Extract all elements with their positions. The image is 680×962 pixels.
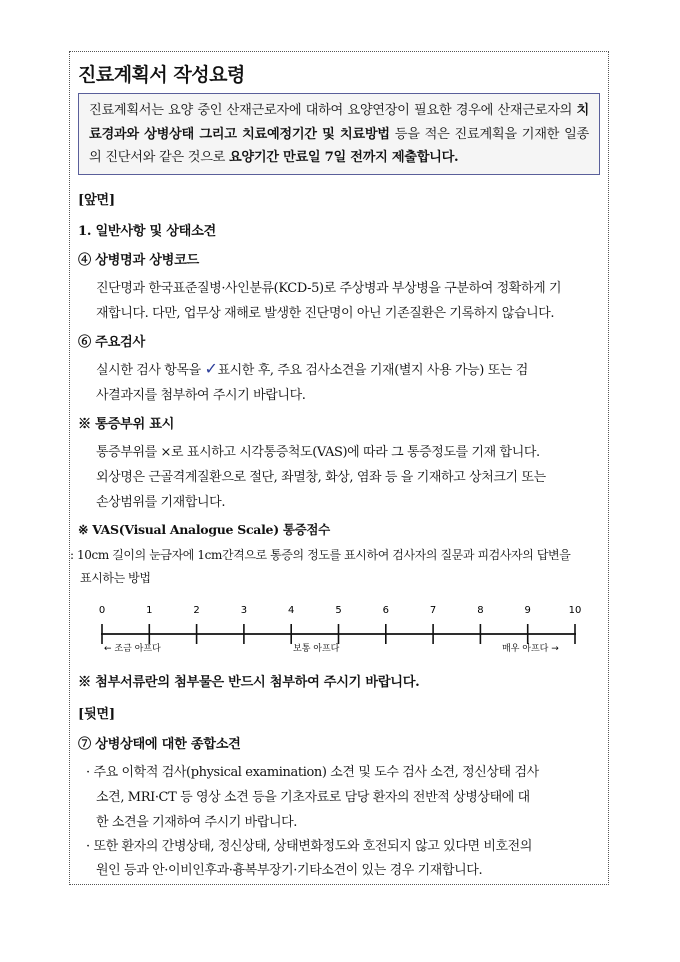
vas-label-low: ← 조금 아프다 <box>104 644 161 654</box>
item-7-heading: ⑦ 상병상태에 대한 종합소견 <box>78 737 241 752</box>
page-title: 진료계획서 작성요령 <box>78 64 245 86</box>
vas-line-2: 표시하는 방법 <box>80 571 151 585</box>
summary-bold-1: 치료경과와 상병상태 그리고 치료예정기간 및 치료방법 <box>89 103 589 142</box>
vas-tick-label-3: 3 <box>240 605 248 616</box>
item-4-heading: ④ 상병명과 상병코드 <box>78 253 199 268</box>
item-7-bullet-1-line-1: · 주요 이학적 검사(physical examination) 소견 및 도수 검사 소견, 정신상태 검사 <box>86 765 539 780</box>
item-7-bullet-1-line-3: 한 소견을 기재하여 주시기 바랍니다. <box>96 815 298 830</box>
item-6-text-post: 표시한 후, 주요 검사소견을 기재(별지 사용 가능) 또는 검 <box>217 363 528 378</box>
summary-text-2: 등을 적은 진료계획을 기재한 일종의 진단서와 같은 것으로 <box>89 126 589 165</box>
vas-line-1: : 10cm 길이의 눈금자에 1cm간격으로 통증의 정도를 표시하여 검사자의 질문과 피검사자의 답변을 <box>70 548 571 562</box>
item-7-bullet-2-line-1: · 또한 환자의 간병상태, 정신상태, 상태변화정도와 호전되지 않고 있다면 비호전의 <box>86 839 533 854</box>
item-6-text-pre: 실시한 검사 항목을 <box>96 363 205 378</box>
vas-heading: ※ VAS(Visual Analogue Scale) 통증점수 <box>78 522 330 537</box>
pain-line-1: 통증부위를 ×로 표시하고 시각통증척도(VAS)에 따라 그 통증정도를 기재 합니다. <box>96 445 540 460</box>
vas-tick-label-5: 5 <box>335 605 342 616</box>
pain-heading: ※ 통증부위 표시 <box>78 417 175 432</box>
vas-label-mid: 보통 아프다 <box>293 644 340 654</box>
vas-tick-label-0: 0 <box>98 605 106 616</box>
summary-text-1: 진료계획서는 요양 중인 산재근로자에 대하여 요양연장이 필요한 경우에 산재근로자의 <box>89 103 577 118</box>
summary-box <box>78 93 600 175</box>
checkmark-icon: ✓ <box>204 359 218 378</box>
vas-tick-label-2: 2 <box>193 605 200 616</box>
vas-label-high: 매우 아프다 → <box>502 644 559 654</box>
front-label: [앞면] <box>78 193 115 208</box>
vas-scale <box>90 598 590 658</box>
item-7-bullet-1-line-2: 소견, MRI·CT 등 영상 소견 등을 기초자료로 담당 환자의 전반적 상병상태에 대 <box>96 790 530 805</box>
vas-tick-label-4: 4 <box>288 605 295 616</box>
attachment-note: ※ 첨부서류란의 첨부물은 반드시 첨부하여 주시기 바랍니다. <box>78 675 420 690</box>
vas-tick-label-7: 7 <box>429 605 437 616</box>
summary-bold-2: 요양기간 만료일 7일 전까지 제출합니다. <box>228 150 459 165</box>
vas-tick-label-6: 6 <box>382 605 389 616</box>
item-4-line-1: 진단명과 한국표준질병·사인분류(KCD-5)로 주상병과 부상병을 구분하여 정확하게 기 <box>96 281 562 296</box>
item-4-line-2: 재합니다. 다만, 업무상 재해로 발생한 진단명이 아닌 기존질환은 기록하지 않습니다. <box>96 306 555 321</box>
item-6-line-2: 사결과지를 첨부하여 주시기 바랍니다. <box>96 388 306 403</box>
item-7-bullet-2-line-2: 원인 등과 안·이비인후과·흉복부장기·기타소견이 있는 경우 기재합니다. <box>96 863 483 878</box>
pain-line-2: 외상명은 근골격계질환으로 절단, 좌멸창, 화상, 염좌 등 을 기재하고 상처크기 또는 <box>96 470 546 485</box>
back-label: [뒷면] <box>78 707 115 722</box>
item-6-line-1 <box>96 359 528 378</box>
vas-tick-label-8: 8 <box>477 605 484 616</box>
section-1-heading: 1. 일반사항 및 상태소견 <box>78 224 216 239</box>
item-6-heading: ⑥ 주요검사 <box>78 335 145 350</box>
pain-line-3: 손상범위를 기재합니다. <box>96 495 226 510</box>
vas-tick-label-1: 1 <box>146 605 153 616</box>
vas-tick-label-9: 9 <box>524 605 531 616</box>
vas-tick-label-10: 10 <box>568 605 582 616</box>
